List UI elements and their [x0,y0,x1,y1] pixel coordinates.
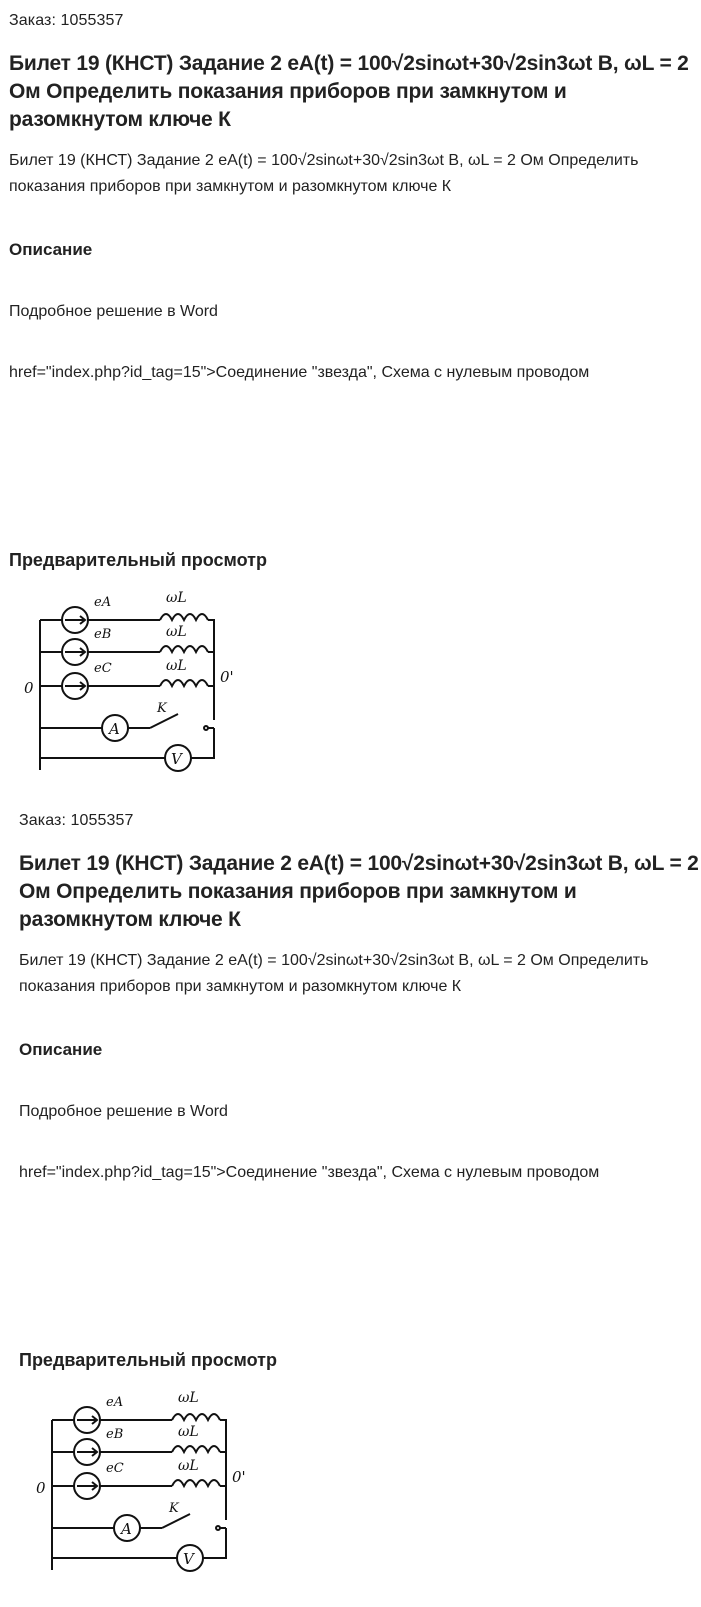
circuit-preview-image [10,578,240,786]
circuit-voltmeter: V [171,750,182,768]
circuit-switch: K [157,701,167,716]
tag-link-text: href="index.php?id_tag=15">Соединение "звезда", Схема с нулевым проводом [9,364,590,381]
circuit-label-wl: ωL [178,1390,199,1406]
listing-block [0,800,701,1600]
circuit-label-ec: eC [94,661,112,676]
circuit-node-right: 0' [232,1468,246,1486]
circuit-label-wl: ωL [166,624,187,640]
circuit-voltmeter: V [183,1550,194,1568]
tag-link-text: href="index.php?id_tag=15">Соединение "звезда", Схема с нулевым проводом [19,1164,600,1181]
circuit-preview-image [22,1378,252,1586]
circuit-label-eb: eB [94,627,112,642]
order-number: Заказ: 1055357 [19,812,134,829]
solution-format: Подробное решение в Word [9,303,218,320]
circuit-label-wl: ωL [166,658,187,674]
circuit-label-eb: eB [106,1427,124,1442]
preview-heading: Предварительный просмотр [9,550,267,570]
circuit-node-left: 0 [36,1479,46,1497]
circuit-label-wl: ωL [178,1458,199,1474]
circuit-label-ea: eA [106,1395,124,1410]
preview-heading: Предварительный просмотр [19,1350,277,1370]
problem-statement: Билет 19 (КНСТ) Задание 2 eA(t) = 100√2sinωt+30√2sin3ωt В, ωL = 2 Ом Определить показания приборов при замкнутом и разомкнутом ключе К [9,152,639,195]
problem-statement: Билет 19 (КНСТ) Задание 2 eA(t) = 100√2sinωt+30√2sin3ωt В, ωL = 2 Ом Определить показания приборов при замкнутом и разомкнутом ключе К [19,952,649,995]
page-title: Билет 19 (КНСТ) Задание 2 eA(t) = 100√2sinωt+30√2sin3ωt В, ωL = 2 Ом Определить показания приборов при замкнутом и разомкнутом ключе К [9,52,689,131]
circuit-node-right: 0' [220,668,234,686]
circuit-switch: K [169,1501,179,1516]
order-number: Заказ: 1055357 [9,12,124,29]
circuit-label-ec: eC [106,1461,124,1476]
circuit-diagram [10,578,240,786]
circuit-diagram [22,1378,252,1586]
circuit-ammeter: A [109,720,120,738]
description-heading: Описание [19,1040,103,1059]
description-heading: Описание [9,240,93,259]
page-title: Билет 19 (КНСТ) Задание 2 eA(t) = 100√2sinωt+30√2sin3ωt В, ωL = 2 Ом Определить показания приборов при замкнутом и разомкнутом ключе К [19,852,699,931]
solution-format: Подробное решение в Word [19,1103,228,1120]
circuit-label-ea: eA [94,595,112,610]
circuit-ammeter: A [121,1520,132,1538]
circuit-label-wl: ωL [166,590,187,606]
circuit-label-wl: ωL [178,1424,199,1440]
listing-block [0,0,701,800]
circuit-node-left: 0 [24,679,34,697]
